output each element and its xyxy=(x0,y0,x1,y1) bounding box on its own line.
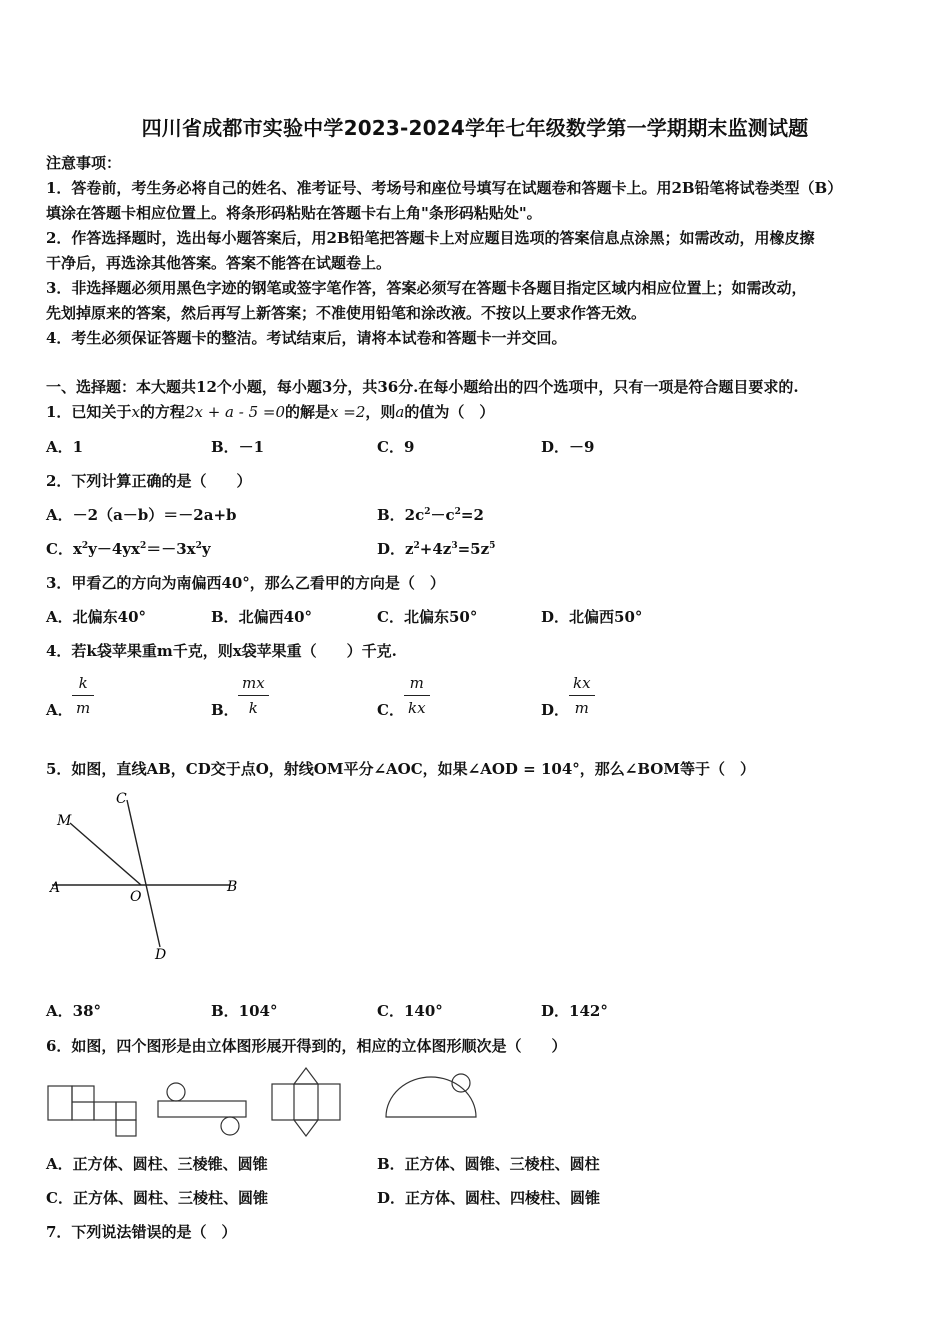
question-4-stem: 4．若k袋苹果重m千克，则x袋苹果重（ ）千克. xyxy=(46,642,397,660)
page-title: 四川省成都市实验中学2023-2024学年七年级数学第一学期期末监测试题 xyxy=(141,116,809,140)
question-1-stem: 1．已知关于x的方程2x + a - 5 =0的解是x =2，则a的值为（ ） xyxy=(46,403,495,421)
q4-option-d-label: D． xyxy=(541,701,570,719)
label-d: D xyxy=(155,947,167,963)
cube-net xyxy=(48,1086,136,1136)
label-b: B xyxy=(227,879,238,895)
notice-heading: 注意事项： xyxy=(46,154,122,172)
q5-option-c: C．140° xyxy=(377,1002,443,1020)
line-cd xyxy=(127,800,160,947)
q5-option-b: B．104° xyxy=(211,1002,278,1020)
label-c: C xyxy=(116,791,127,807)
q2-option-d: D．$z^2+4z^3=5z^5$ xyxy=(377,540,496,558)
q4-option-c-label: C． xyxy=(377,701,404,719)
label-o: O xyxy=(130,889,142,905)
question-3-stem: 3．甲看乙的方向为南偏西40°，那么乙看甲的方向是（ ） xyxy=(46,574,445,592)
q4-option-b-fraction: mx k xyxy=(238,674,269,717)
label-a: A xyxy=(50,880,61,896)
q2-option-a: A．－2（a－b）＝－2a+b xyxy=(46,506,237,524)
q6-option-c: C．正方体、圆柱、三棱柱、圆锥 xyxy=(46,1189,268,1207)
q4-option-a-fraction: k m xyxy=(72,674,94,717)
q6-nets-figure xyxy=(44,1062,484,1142)
notice-line-5: 3．非选择题必须用黑色字迹的钢笔或签字笔作答，答案必须写在答题卡各题目指定区域内相应位置上；如需改动， xyxy=(46,279,807,297)
notice-line-4: 干净后，再选涂其他答案。答案不能答在试题卷上。 xyxy=(46,254,392,272)
notice-line-6: 先划掉原来的答案，然后再写上新答案；不准使用铅笔和涂改液。不按以上要求作答无效。 xyxy=(46,304,647,322)
notice-line-2: 填涂在答题卡相应位置上。将条形码粘贴在答题卡右上角"条形码粘贴处"。 xyxy=(46,204,542,222)
q5-option-a: A．38° xyxy=(46,1002,102,1020)
q1-option-a: A．1 xyxy=(46,438,84,456)
q1-option-c: C．9 xyxy=(377,438,415,456)
q3-option-b: B．北偏西40° xyxy=(211,608,313,626)
cone-net xyxy=(386,1074,476,1117)
prism-net xyxy=(272,1068,340,1136)
notice-line-1: 1．答卷前，考生务必将自己的姓名、准考证号、考场号和座位号填写在试题卷和答题卡上。用2B铅笔将试卷类型（B） xyxy=(46,179,843,197)
q3-option-c: C．北偏东50° xyxy=(377,608,478,626)
q3-option-a: A．北偏东40° xyxy=(46,608,147,626)
q4-option-d-fraction: kx m xyxy=(569,674,595,717)
q4-option-b-label: B． xyxy=(211,701,239,719)
q5-option-d: D．142° xyxy=(541,1002,608,1020)
question-5-stem: 5．如图，直线AB，CD交于点O，射线OM平分∠AOC，如果∠AOD = 104°，那么∠BOM等于（ ） xyxy=(46,760,755,778)
q6-option-a: A．正方体、圆柱、三棱锥、圆锥 xyxy=(46,1155,268,1173)
q4-option-a-label: A． xyxy=(46,701,73,719)
q1-option-d: D．－9 xyxy=(541,438,595,456)
question-6-stem: 6．如图，四个图形是由立体图形展开得到的，相应的立体图形顺次是（ ） xyxy=(46,1037,567,1055)
q5-lines-diagram xyxy=(40,785,250,970)
q4-option-c-fraction: m kx xyxy=(404,674,430,717)
question-7-stem: 7．下列说法错误的是（ ） xyxy=(46,1223,237,1241)
q2-option-c: C．$x^2y-4yx^2=-3x^2y$ xyxy=(46,540,211,558)
q6-option-b: B．正方体、圆锥、三棱柱、圆柱 xyxy=(377,1155,600,1173)
ray-om xyxy=(70,823,141,885)
q1-option-b: B．－1 xyxy=(211,438,265,456)
q3-option-d: D．北偏西50° xyxy=(541,608,643,626)
q2-option-b: B．$2c^2-c^2=2$ xyxy=(377,506,484,524)
notice-line-7: 4．考生必须保证答题卡的整洁。考试结束后，请将本试卷和答题卡一并交回。 xyxy=(46,329,567,347)
q6-option-d: D．正方体、圆柱、四棱柱、圆锥 xyxy=(377,1189,601,1207)
cylinder-net xyxy=(158,1083,246,1135)
question-2-stem: 2．下列计算正确的是（ ） xyxy=(46,472,252,490)
section-heading: 一、选择题：本大题共12个小题，每小题3分，共36分.在每小题给出的四个选项中，只有一项是符合题目要求的. xyxy=(46,378,799,396)
notice-line-3: 2．作答选择题时，选出每小题答案后，用2B铅笔把答题卡上对应题目选项的答案信息点涂黑；如需改动，用橡皮擦 xyxy=(46,229,815,247)
label-m: M xyxy=(57,813,72,829)
